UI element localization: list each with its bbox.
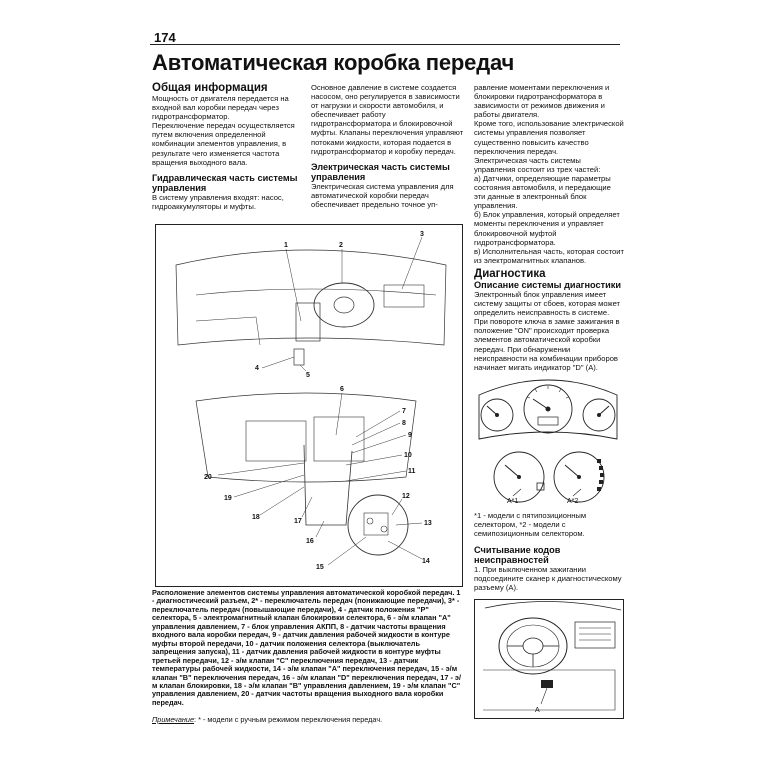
- callout-3: 3: [420, 231, 424, 238]
- callout-19: 19: [224, 495, 232, 502]
- callout-a: A: [535, 707, 540, 714]
- callout-11: 11: [408, 468, 416, 475]
- paragraph: 1. При выключенном зажигании подсоедините сканер к диагностическому разъему (А).: [474, 565, 622, 593]
- callout-14: 14: [422, 558, 430, 565]
- callout-5: 5: [306, 372, 310, 379]
- paragraph: равление моментами переключения и блокировки гидротрансформатора в зависимости от режимов движения и работы двигателя.: [474, 83, 610, 120]
- instrument-cluster-drawing: [475, 373, 621, 509]
- figure-component-layout: [155, 224, 463, 587]
- list-item: а) Датчики, определяющие параметры состояния автомобиля, и передающие эти данные в электронный блок управления.: [474, 173, 611, 211]
- list-item: в) Исполнительная часть, которая состоит из электромагнитных клапанов.: [474, 246, 624, 265]
- paragraph: Основное давление в системе создается насосом, оно регулируется в зависимости от нагрузки и скорости автомобиля, и обеспечивает работу гидротрансформатора и блокировочной муфты. Клапаны переключения управляют потоками жидкости, которая подается в гидротрансформатор и коробку передач.: [311, 83, 464, 156]
- callout-6: 6: [340, 386, 344, 393]
- figure-caption: *1 - модели с пятипозиционным селектором, *2 - модели с семипозиционным селектором.: [474, 511, 587, 539]
- note: [152, 715, 464, 724]
- note-label: Примечание: [152, 715, 195, 724]
- callout-a1: A*1: [507, 498, 519, 505]
- subheading-reading-codes: Считывание кодов неисправностей: [474, 545, 561, 565]
- column-3-fig2-caption: [474, 511, 624, 538]
- callout-12: 12: [402, 493, 410, 500]
- callout-16: 16: [306, 538, 314, 545]
- subheading-diag-description: Описание системы диагностики: [474, 280, 622, 290]
- callout-10: 10: [404, 452, 412, 459]
- header-rule: [150, 44, 620, 45]
- figure-diagnostic-connector: [474, 599, 624, 719]
- paragraph: Электронный блок управления имеет систему защиты от сбоев, которая может определить неисправность в системе. При повороте ключа в замке зажигания в положение "ON" происходит проверка элементов автоматической коробки передач. При обнаружении неисправности на комбинации приборов начинает мигать индикатор "D" (A).: [474, 290, 621, 372]
- heading-general-info: Общая информация: [152, 82, 268, 94]
- callout-17: 17: [294, 518, 302, 525]
- paragraph: Электрическая система управления для автоматической коробки передач обеспечивает предельно точное уп-: [311, 181, 454, 209]
- callout-4: 4: [255, 365, 259, 372]
- paragraph: Переключение передач осуществляется путем включения определенной комбинации элементов управления, в результате чего изменяется частота вращения выходного вала.: [152, 121, 295, 167]
- callout-a2: A*2: [567, 498, 579, 505]
- caption-text: Расположение элементов системы управления автоматической коробкой передач. 1 - диагностический разъем, 2* - переключатель передач (понижающие передачи), 3* - переключатель передач (повышающие передачи), 4 - датчик положения "P" селектора, 5 - электромагнитный клапан блокировки селектора, 6 - э/м клапан "А" управления давлением, 7 - блок управления АКПП, 8 - датчик частоты вращения входного вала коробки передач, 9 - датчик давления рабочей жидкости в контуре муфты второй передачи, 10 - датчик положения селектора (выключатель запрещения запуска), 11 - датчик давления рабочей жидкости в контуре муфты третьей передачи, 12 - э/м клапан "С" переключения передач, 13 - датчик температуры рабочей жидкости, 14 - э/м клапан "А" переключения передач, 15 - э/м клапан "В" переключения передач, 16 - э/м клапан "D" переключения передач, 17 - э/м клапан блокировки, 18 - э/м клапан "В" управления давлением, 19 - э/м клапан "С" управления давлением, 20 - датчик частоты вращения выходного вала коробки передач.: [152, 588, 461, 707]
- note-text: : * - модели с ручным режимом переключения передач.: [194, 715, 383, 724]
- paragraph: Кроме того, использование электрической системы управления позволяет существенно повысить качество переключения передач.: [474, 119, 624, 156]
- paragraph: Мощность от двигателя передается на входной вал коробки передач через гидротрансформатор.: [152, 94, 289, 122]
- heading-diagnostics: Диагностика: [474, 268, 546, 280]
- column-3-codes: [474, 545, 624, 592]
- paragraph: В систему управления входят: насос, гидроаккумуляторы и муфты.: [152, 192, 284, 211]
- column-3-top: [474, 83, 624, 265]
- column-3-diagnostics: [474, 268, 624, 372]
- figure-instrument-cluster: [475, 373, 621, 509]
- diagnostic-connector-drawing: [475, 600, 623, 718]
- column-2: [311, 83, 464, 209]
- list-item: б) Блок управления, который определяет моменты переключения и управляет блокировочной муфтой гидротрансформатора.: [474, 210, 620, 247]
- page-title: Автоматическая коробка передач: [152, 50, 515, 75]
- paragraph: Электрическая часть системы управления состоит из трех частей:: [474, 155, 601, 174]
- column-1: [152, 82, 304, 211]
- callout-7: 7: [402, 408, 406, 415]
- callout-8: 8: [402, 420, 406, 427]
- figure-caption-components: [152, 589, 464, 707]
- callout-20: 20: [204, 474, 212, 481]
- page-number: 174: [154, 30, 176, 45]
- callout-2: 2: [339, 242, 343, 249]
- callout-15: 15: [316, 564, 324, 571]
- subheading-hydraulic: Гидравлическая часть системы управления: [152, 172, 298, 193]
- callout-9: 9: [408, 432, 412, 439]
- callout-18: 18: [252, 514, 260, 521]
- callout-13: 13: [424, 520, 432, 527]
- callout-1: 1: [284, 242, 288, 249]
- subheading-electric: Электрическая часть системы управления: [311, 161, 450, 182]
- component-layout-drawing: [156, 225, 462, 586]
